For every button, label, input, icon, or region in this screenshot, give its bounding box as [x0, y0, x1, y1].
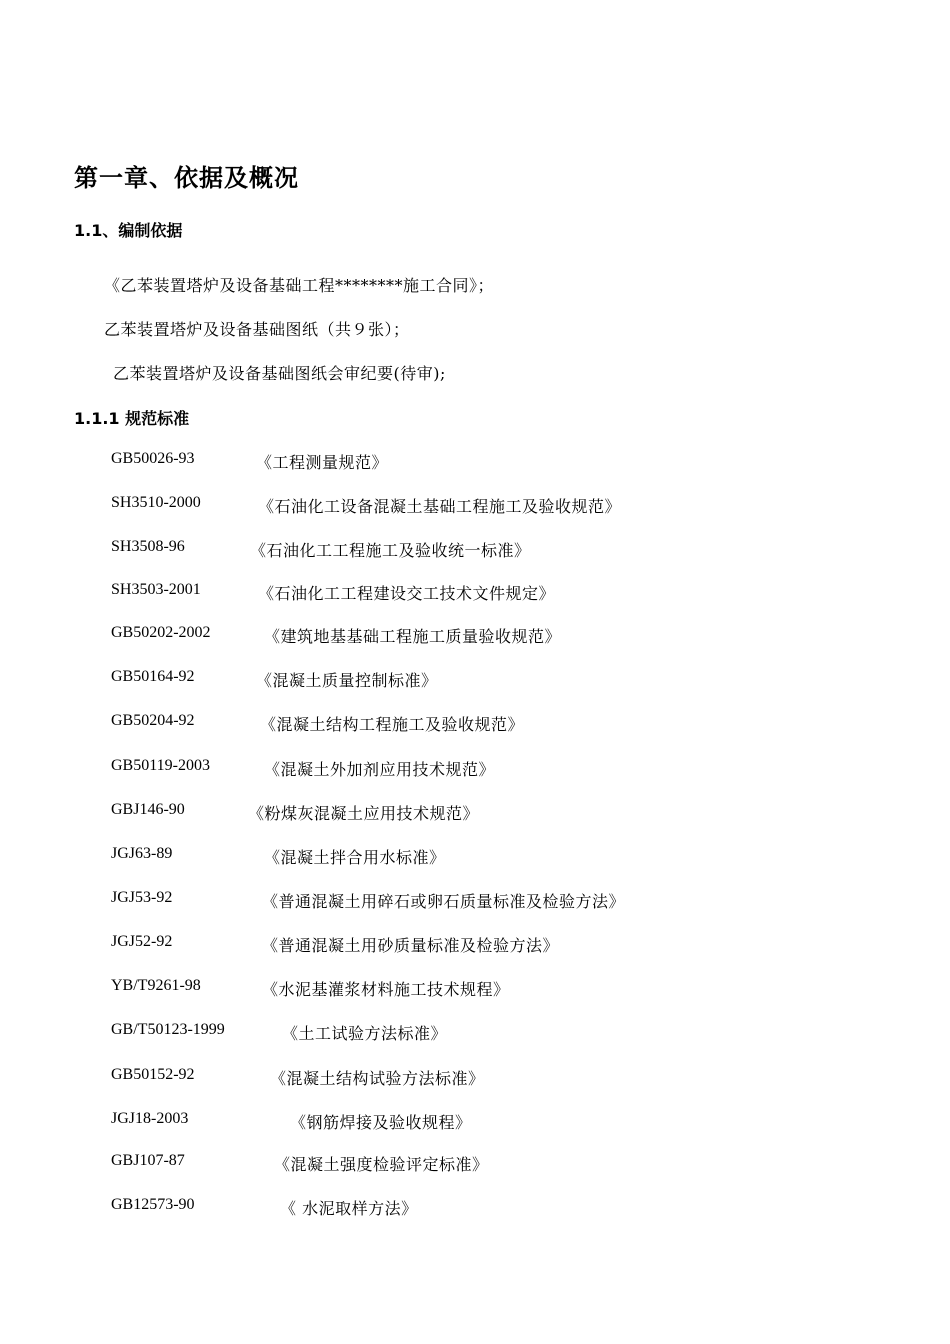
standard-title: 《石油化工工程建设交工技术文件规定》: [258, 584, 556, 603]
standard-code: GB50119-2003: [111, 757, 210, 774]
standard-code: GB/T50123-1999: [111, 1021, 225, 1038]
standard-title: 《 水泥取样方法》: [280, 1199, 418, 1218]
standard-title: 《土工试验方法标准》: [282, 1024, 448, 1043]
standard-code: GB50026-93: [111, 450, 195, 467]
standard-code: YB/T9261-98: [111, 977, 201, 994]
standard-title: 《混凝土结构工程施工及验收规范》: [260, 715, 525, 734]
standard-code: GBJ107-87: [111, 1152, 185, 1169]
standard-code: SH3508-96: [111, 538, 185, 555]
standard-title: 《混凝土结构试验方法标准》: [270, 1069, 485, 1088]
standard-title: 《混凝土外加剂应用技术规范》: [264, 760, 496, 779]
standard-code: GB50152-92: [111, 1066, 195, 1083]
standard-code: SH3503-2001: [111, 581, 201, 598]
standard-code: GB12573-90: [111, 1196, 195, 1213]
basis-item: 《乙苯装置塔炉及设备基础工程********施工合同》；: [104, 276, 495, 295]
standard-title: 《水泥基灌浆材料施工技术规程》: [262, 980, 510, 999]
basis-item: 乙苯装置塔炉及设备基础图纸会审纪要(待审);: [113, 364, 446, 383]
standard-title: 《石油化工设备混凝土基础工程施工及验收规范》: [258, 497, 622, 516]
standard-title: 《混凝土拌合用水标准》: [264, 848, 446, 867]
standard-title: 《普通混凝土用砂质量标准及检验方法》: [262, 936, 560, 955]
standard-code: JGJ18-2003: [111, 1110, 189, 1127]
standard-code: GB50164-92: [111, 668, 195, 685]
basis-item: 乙苯装置塔炉及设备基础图纸（共９张）；: [104, 320, 410, 339]
section-heading-1-1-1: 1.1.1 规范标准: [74, 409, 190, 428]
standard-code: JGJ53-92: [111, 889, 173, 906]
chapter-title: 第一章、依据及概况: [74, 164, 299, 192]
standard-title: 《钢筋焊接及验收规程》: [290, 1113, 472, 1132]
standard-title: 《工程测量规范》: [256, 453, 389, 472]
standard-title: 《粉煤灰混凝土应用技术规范》: [248, 804, 480, 823]
standard-code: JGJ52-92: [111, 933, 173, 950]
standard-title: 《建筑地基基础工程施工质量验收规范》: [264, 627, 562, 646]
standard-title: 《石油化工工程施工及验收统一标准》: [250, 541, 531, 560]
standard-code: GB50202-2002: [111, 624, 211, 641]
standard-title: 《混凝土质量控制标准》: [256, 671, 438, 690]
standard-title: 《普通混凝土用碎石或卵石质量标准及检验方法》: [262, 892, 626, 911]
standard-code: SH3510-2000: [111, 494, 201, 511]
standard-code: GB50204-92: [111, 712, 195, 729]
standard-code: GBJ146-90: [111, 801, 185, 818]
standard-code: JGJ63-89: [111, 845, 173, 862]
standard-title: 《混凝土强度检验评定标准》: [274, 1155, 489, 1174]
section-heading-1-1: 1.1、编制依据: [74, 221, 183, 240]
